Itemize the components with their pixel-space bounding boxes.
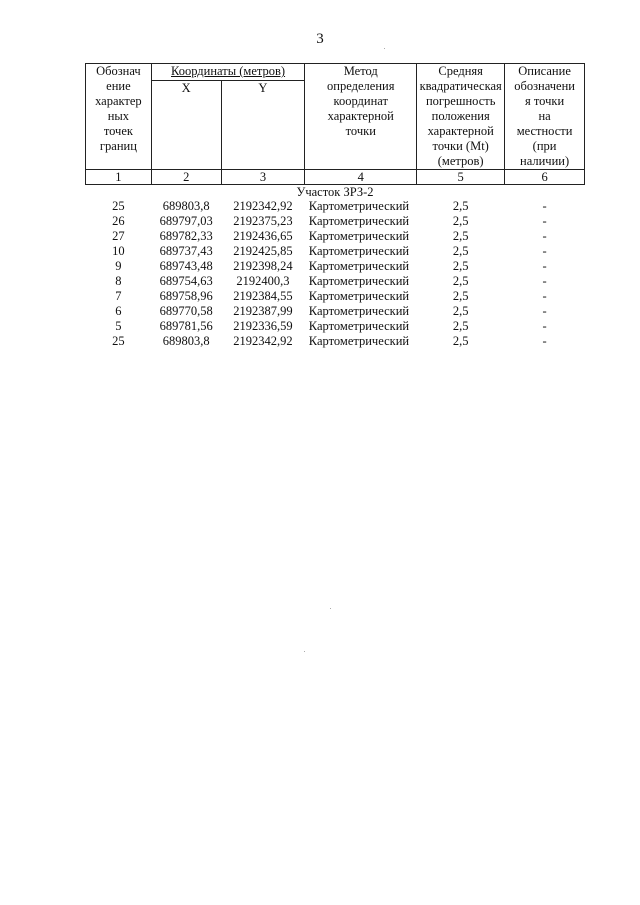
cell-description: - (542, 244, 547, 258)
header-line: я точки (525, 94, 565, 108)
cell-point-id: 10 (112, 244, 125, 258)
cell-x-coordinate: 689782,33 (159, 229, 213, 243)
column-number: 4 (305, 170, 417, 185)
cell-y-coordinate: 2192425,85 (233, 244, 293, 258)
cell-x-coordinate: 689797,03 (159, 214, 213, 228)
cell-x-coordinate: 689803,8 (162, 334, 210, 348)
header-x: X (151, 81, 221, 170)
table-row (86, 274, 585, 289)
header-coordinates-group: Координаты (метров) (151, 64, 305, 81)
header-line: ных (107, 109, 130, 123)
header-line: точки (Mt) (432, 139, 489, 153)
table-row (86, 334, 585, 349)
cell-method: Картометрический (308, 244, 410, 258)
header-line: местности (516, 124, 573, 138)
scan-speck (304, 651, 305, 652)
scan-speck (384, 48, 385, 49)
header-line: точки (345, 124, 376, 138)
header-line: (метров) (437, 154, 484, 168)
cell-method: Картометрический (308, 334, 410, 348)
cell-mean-square-error: 2,5 (452, 289, 469, 303)
cell-point-id: 5 (115, 319, 122, 333)
cell-point-id: 7 (115, 289, 122, 303)
header-line: определения (327, 79, 395, 93)
column-number: 5 (417, 170, 505, 185)
table-row (86, 319, 585, 334)
cell-y-coordinate: 2192436,65 (233, 229, 293, 243)
cell-description: - (542, 199, 547, 213)
header-line: квадратическая (419, 79, 502, 93)
header-mean-square-error (417, 64, 505, 170)
table-header-row (86, 64, 585, 81)
cell-mean-square-error: 2,5 (452, 244, 469, 258)
cell-mean-square-error: 2,5 (452, 304, 469, 318)
header-line: характерной (427, 124, 494, 138)
header-line: характерной (327, 109, 394, 123)
cell-method: Картометрический (308, 289, 410, 303)
column-number: 1 (86, 170, 152, 185)
cell-mean-square-error: 2,5 (452, 274, 469, 288)
header-line: положения (431, 109, 490, 123)
column-number: 6 (505, 170, 585, 185)
scan-speck (330, 608, 331, 609)
header-point-designation (86, 64, 152, 170)
header-line: наличии) (520, 154, 570, 168)
cell-y-coordinate: 2192398,24 (233, 259, 293, 273)
column-number-row (86, 170, 585, 185)
cell-y-coordinate: 2192384,55 (233, 289, 293, 303)
cell-method: Картометрический (308, 259, 410, 273)
cell-description: - (542, 259, 547, 273)
cell-method: Картометрический (308, 274, 410, 288)
cell-method: Картометрический (308, 304, 410, 318)
cell-description: - (542, 304, 547, 318)
cell-mean-square-error: 2,5 (452, 199, 469, 213)
cell-x-coordinate: 689781,56 (159, 319, 213, 333)
header-line: Обознач (96, 64, 141, 78)
table-row (86, 214, 585, 229)
header-line: границ (99, 139, 137, 153)
cell-point-id: 25 (112, 334, 125, 348)
header-line: характер (95, 94, 142, 108)
section-title: Участок ЗРЗ-2 (296, 185, 374, 199)
cell-point-id: 27 (112, 229, 125, 243)
cell-point-id: 26 (112, 214, 125, 228)
cell-y-coordinate: 2192387,99 (233, 304, 293, 318)
header-line: ение (106, 79, 131, 93)
cell-mean-square-error: 2,5 (452, 319, 469, 333)
header-method (305, 64, 417, 170)
cell-x-coordinate: 689743,48 (159, 259, 213, 273)
cell-x-coordinate: 689754,63 (159, 274, 213, 288)
header-line: обозначени (514, 79, 575, 93)
cell-mean-square-error: 2,5 (452, 259, 469, 273)
column-number: 2 (151, 170, 221, 185)
cell-point-id: 8 (115, 274, 122, 288)
cell-y-coordinate: 2192400,3 (236, 274, 290, 288)
cell-x-coordinate: 689803,8 (162, 199, 210, 213)
cell-y-coordinate: 2192342,92 (233, 199, 293, 213)
cell-point-id: 6 (115, 304, 122, 318)
cell-x-coordinate: 689758,96 (159, 289, 213, 303)
cell-method: Картометрический (308, 319, 410, 333)
cell-mean-square-error: 2,5 (452, 229, 469, 243)
cell-x-coordinate: 689737,43 (159, 244, 213, 258)
table-row (86, 259, 585, 274)
header-line: на (538, 109, 551, 123)
cell-description: - (542, 289, 547, 303)
table-row (86, 199, 585, 214)
header-line: (при (532, 139, 557, 153)
header-line: точек (103, 124, 133, 138)
cell-point-id: 25 (112, 199, 125, 213)
cell-description: - (542, 229, 547, 243)
coordinates-table (85, 63, 585, 349)
header-description (505, 64, 585, 170)
header-y: Y (221, 81, 305, 170)
section-title-row (86, 185, 585, 200)
cell-description: - (542, 214, 547, 228)
header-line: погрешность (425, 94, 496, 108)
header-line: Описание (518, 64, 571, 78)
cell-y-coordinate: 2192336,59 (233, 319, 293, 333)
cell-y-coordinate: 2192342,92 (233, 334, 293, 348)
column-number: 3 (221, 170, 305, 185)
cell-method: Картометрический (308, 229, 410, 243)
table-row (86, 304, 585, 319)
cell-description: - (542, 274, 547, 288)
header-line: координат (333, 94, 388, 108)
cell-y-coordinate: 2192375,23 (233, 214, 293, 228)
page-number: 3 (316, 31, 324, 47)
cell-method: Картометрический (308, 214, 410, 228)
cell-description: - (542, 319, 547, 333)
header-line: Средняя (438, 64, 483, 78)
cell-x-coordinate: 689770,58 (159, 304, 213, 318)
table-row (86, 229, 585, 244)
cell-description: - (542, 334, 547, 348)
cell-mean-square-error: 2,5 (452, 214, 469, 228)
cell-mean-square-error: 2,5 (452, 334, 469, 348)
table-row (86, 289, 585, 304)
header-line: Метод (343, 64, 378, 78)
table-body (86, 199, 585, 349)
cell-point-id: 9 (115, 259, 122, 273)
table-row (86, 244, 585, 259)
cell-method: Картометрический (308, 199, 410, 213)
